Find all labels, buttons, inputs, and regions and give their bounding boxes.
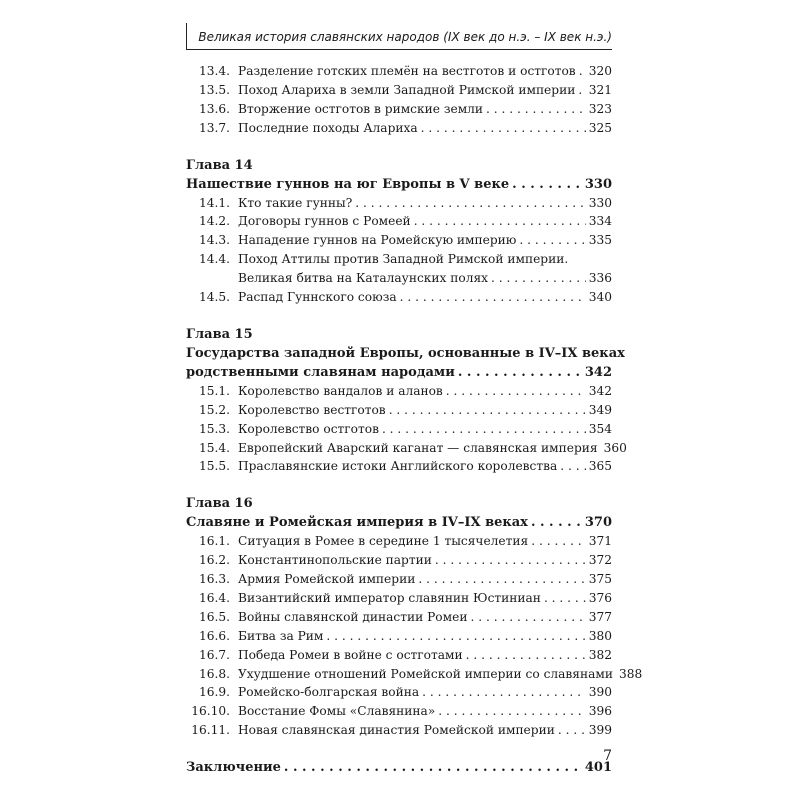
toc-entry[interactable] xyxy=(186,288,612,307)
toc-entry[interactable] xyxy=(186,551,612,570)
toc-entry[interactable] xyxy=(186,570,612,589)
toc-entry[interactable] xyxy=(186,721,612,740)
entry-number: 13.6. xyxy=(198,101,230,116)
chapter-label: Глава 15 xyxy=(186,326,253,342)
entry-number: 15.2. xyxy=(198,402,230,417)
entry-page: 372 xyxy=(588,553,612,568)
entry-title: Королевство остготов xyxy=(238,421,379,436)
entry-number: 14.3. xyxy=(198,233,230,248)
chapter-title-line1[interactable]: Государства западной Европы, основанные в IV–IX веках xyxy=(186,345,625,361)
dot-leader xyxy=(446,382,586,401)
chapter-title: Славяне и Ромейская империя в IV–IX веках xyxy=(186,515,528,531)
dot-leader xyxy=(389,401,586,420)
chapter-label: Глава 14 xyxy=(186,157,253,173)
dot-leader xyxy=(560,457,586,476)
entry-page: 396 xyxy=(588,704,612,719)
chapter-15 xyxy=(186,325,627,476)
dot-leader xyxy=(491,269,586,288)
toc-entry[interactable] xyxy=(186,212,612,231)
toc-entry[interactable] xyxy=(186,665,643,684)
entry-page: 335 xyxy=(588,233,612,248)
dot-leader xyxy=(558,721,586,740)
entry-number: 15.5. xyxy=(198,459,230,474)
chapter-title-entry[interactable] xyxy=(186,513,612,532)
entry-page: 323 xyxy=(588,101,612,116)
entry-page: 325 xyxy=(588,120,612,135)
dot-leader xyxy=(470,608,585,627)
entry-page: 330 xyxy=(588,195,612,210)
dot-leader xyxy=(414,212,586,231)
entry-title: Праславянские истоки Английского королевства xyxy=(238,459,558,474)
entry-title-line1: Поход Аттилы против Западной Римской империи. xyxy=(238,252,569,267)
entry-number: 13.5. xyxy=(198,82,230,97)
chapter-page: 342 xyxy=(584,364,612,380)
dot-leader xyxy=(421,119,586,138)
entry-number: 15.3. xyxy=(198,421,230,436)
entry-page: 388 xyxy=(618,666,643,681)
chapter-title-entry[interactable] xyxy=(186,363,612,382)
entry-page: 371 xyxy=(588,534,612,549)
chapter-page: 370 xyxy=(584,515,612,531)
dot-leader xyxy=(382,420,586,439)
entry-number: 14.4. xyxy=(198,252,230,267)
entry-title: Европейский Аварский каганат — славянская империя xyxy=(238,440,598,455)
entry-number: 16.4. xyxy=(198,591,230,606)
toc-entry[interactable] xyxy=(186,100,612,119)
entry-number: 14.2. xyxy=(198,214,230,229)
entry-number: 13.7. xyxy=(198,120,230,135)
toc-entry[interactable] xyxy=(186,231,612,250)
entry-page: 377 xyxy=(588,609,612,624)
dot-leader xyxy=(284,758,582,777)
dot-leader xyxy=(326,627,585,646)
toc-entry[interactable] xyxy=(186,646,612,665)
entry-page: 334 xyxy=(588,214,612,229)
chapter-16 xyxy=(186,494,643,740)
entry-page: 342 xyxy=(588,383,612,398)
toc-entry[interactable] xyxy=(186,194,612,213)
toc-entry[interactable] xyxy=(186,627,612,646)
toc-entry[interactable] xyxy=(186,702,612,721)
entry-number: 16.3. xyxy=(198,572,230,587)
toc-entry[interactable] xyxy=(186,457,612,476)
dot-leader xyxy=(458,363,582,382)
entry-page: 390 xyxy=(588,685,612,700)
entry-title: Константинопольские партии xyxy=(238,553,432,568)
entry-number: 16.5. xyxy=(198,609,230,624)
dot-leader xyxy=(466,646,586,665)
entry-page: 365 xyxy=(588,459,612,474)
entry-title: Войны славянской династии Ромеи xyxy=(238,609,468,624)
toc-entry[interactable] xyxy=(186,62,612,81)
entry-number: 16.6. xyxy=(198,628,230,643)
toc-entry[interactable] xyxy=(186,683,612,702)
table-of-contents xyxy=(186,62,643,777)
toc-entry[interactable] xyxy=(186,119,612,138)
dot-leader xyxy=(544,589,586,608)
dot-leader xyxy=(400,288,586,307)
toc-entry[interactable] xyxy=(186,382,612,401)
entry-page: 375 xyxy=(588,572,612,587)
entry-title: Королевство вестготов xyxy=(238,402,386,417)
entry-title-line2: Великая битва на Каталаунских полях xyxy=(238,271,489,286)
conclusion xyxy=(186,758,612,777)
chapter-title-line2: родственными славянам народами xyxy=(186,364,455,380)
dot-leader xyxy=(512,175,582,194)
entry-number: 14.1. xyxy=(198,195,230,210)
entry-page: 360 xyxy=(603,440,627,455)
entry-page: 320 xyxy=(588,64,612,78)
page-number: 7 xyxy=(603,748,612,764)
header-rule xyxy=(186,49,612,50)
entry-page: 376 xyxy=(588,591,612,606)
chapter-page: 330 xyxy=(584,176,612,192)
entry-page: 380 xyxy=(588,628,612,643)
entry-title: Битва за Рим xyxy=(238,628,324,643)
chapter-title: Нашествие гуннов на юг Европы в V веке xyxy=(186,176,510,192)
entry-page: 399 xyxy=(588,723,612,738)
entry-number: 16.2. xyxy=(198,553,230,568)
entry-number: 13.4. xyxy=(198,64,230,78)
toc-entry[interactable] xyxy=(186,589,612,608)
toc-entry[interactable] xyxy=(186,608,612,627)
running-head: Великая история славянских народов (IX век до н.э. – IX век н.э.) xyxy=(198,30,612,44)
entry-number: 16.11. xyxy=(191,723,230,738)
chapter-14 xyxy=(186,156,612,307)
dot-leader xyxy=(519,231,585,250)
entry-page: 349 xyxy=(588,402,612,417)
entry-number: 16.10. xyxy=(191,704,230,719)
dot-leader xyxy=(486,100,586,119)
entry-title: Королевство вандалов и аланов xyxy=(238,383,443,398)
entry-page: 354 xyxy=(588,421,612,436)
dot-leader xyxy=(435,551,586,570)
entry-number: 16.1. xyxy=(198,534,230,549)
dot-leader xyxy=(438,702,586,721)
entry-number: 15.1. xyxy=(198,383,230,398)
entry-title: Восстание Фомы «Славянина» xyxy=(238,704,436,719)
entry-page: 336 xyxy=(588,271,612,286)
dot-leader xyxy=(418,570,585,589)
conclusion-entry[interactable] xyxy=(186,758,612,777)
toc-entry[interactable] xyxy=(186,420,612,439)
entry-number: 14.5. xyxy=(198,290,230,305)
chapter-13-entries xyxy=(186,62,612,138)
entry-title: Поход Алариха в земли Западной Римской империи xyxy=(238,82,576,97)
chapter-title-entry[interactable] xyxy=(186,175,612,194)
chapter-label: Глава 16 xyxy=(186,496,253,512)
entry-title: Новая славянская династия Ромейской империи xyxy=(238,723,555,738)
dot-leader xyxy=(355,194,585,213)
entry-page: 382 xyxy=(588,647,612,662)
toc-entry[interactable] xyxy=(186,439,627,458)
toc-entry[interactable] xyxy=(186,532,612,551)
entry-title: Ромейско-болгарская война xyxy=(238,685,420,700)
entry-title: Последние походы Алариха xyxy=(238,120,418,135)
entry-title: Ситуация в Ромее в середине 1 тысячелетия xyxy=(238,534,529,549)
entry-title: Ухудшение отношений Ромейской империи со славянами xyxy=(238,666,613,681)
entry-title: Вторжение остготов в римские земли xyxy=(238,101,484,116)
entry-title: Договоры гуннов с Ромеей xyxy=(238,214,411,229)
entry-number: 16.9. xyxy=(198,685,230,700)
entry-title: Разделение готских племён на вестготов и остготов xyxy=(238,64,576,78)
entry-page: 340 xyxy=(588,290,612,305)
toc-entry[interactable] xyxy=(186,401,612,420)
dot-leader xyxy=(422,683,586,702)
entry-title: Победа Ромеи в войне с остготами xyxy=(238,647,463,662)
entry-number: 16.8. xyxy=(198,666,230,681)
entry-number: 16.7. xyxy=(198,647,230,662)
entry-title: Распад Гуннского союза xyxy=(238,290,397,305)
dot-leader xyxy=(579,62,586,81)
conclusion-title: Заключение xyxy=(186,760,281,776)
conclusion-page: 401 xyxy=(584,760,612,776)
entry-title: Армия Ромейской империи xyxy=(238,572,416,587)
dot-leader xyxy=(531,532,586,551)
entry-page: 321 xyxy=(588,82,612,97)
entry-number: 15.4. xyxy=(198,440,230,455)
entry-title: Нападение гуннов на Ромейскую империю xyxy=(238,233,517,248)
dot-leader xyxy=(578,81,585,100)
entry-title: Кто такие гунны? xyxy=(238,195,353,210)
entry-title: Византийский император славянин Юстиниан xyxy=(238,591,541,606)
dot-leader xyxy=(531,513,582,532)
toc-entry[interactable] xyxy=(186,81,612,100)
toc-entry-multiline[interactable] xyxy=(186,250,612,288)
